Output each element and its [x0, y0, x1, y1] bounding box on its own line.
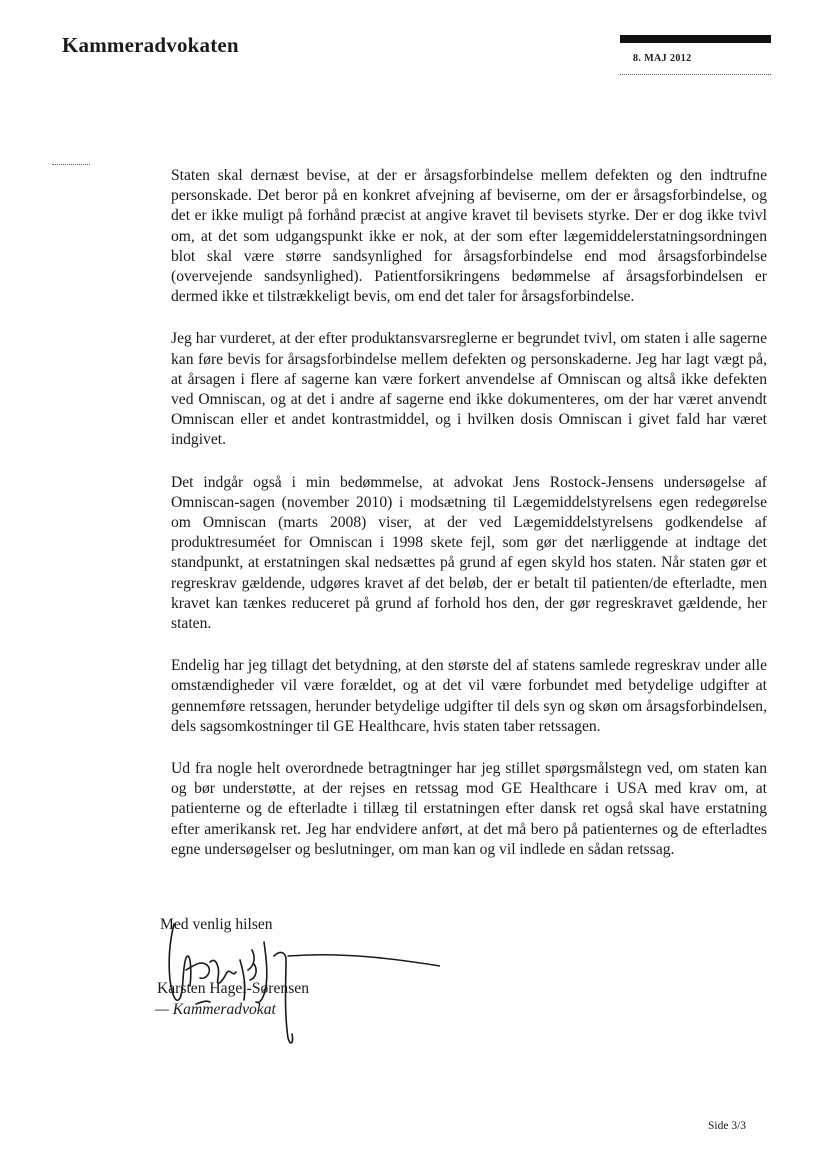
- header-divider: [620, 74, 771, 75]
- page-number: Side 3/3: [708, 1120, 747, 1132]
- signature-stroke: [248, 950, 256, 980]
- signer-name: Karsten Hagel-Sørensen: [157, 980, 309, 997]
- closing-greeting: Med venlig hilsen: [160, 916, 273, 933]
- paragraph: Jeg har vurderet, at der efter produktansvarsreglerne er begrundet tvivl, om staten i alle sagerne kan føre bevis for årsagsforbindelse mellem defekten og personskaderne. Jeg har lagt vægt på, at årsagen i flere af sagerne kan være forkert anvendelse af Omniscan og altså ikke defekten ved Omniscan, og at det i andre af sagerne end ikke dokumenteres, om der har været anvendt Omniscan eller et andet kontrastmiddel, og i hvilken dosis Omniscan i givet fald har været indgivet.: [171, 330, 767, 449]
- paragraph: Ud fra nogle helt overordnede betragtninger har jeg stillet spørgsmålstegn ved, om staten kan og bør understøtte, at der rejses en retssag mod GE Healthcare i USA med krav om, at patienterne og de efterladte i tillæg til erstatningen efter dansk ret også skal have erstatning efter amerikansk ret. Jeg har endvidere anført, at det må bero på patienternes og de efterladtes egne undersøgelser og beslutninger, om man kan og vil indlede en sådan retssag.: [171, 760, 767, 858]
- header-bar: [620, 35, 771, 43]
- paragraph: Endelig har jeg tillagt det betydning, at den største del af statens samlede regreskrav under alle omstændigheder vil være forældet, og at det vil være forbundet med betydelige udgifter at gennemføre retssagen, herunder betydelige udgifter til dels syn og skøn om årsagsforbindelsen, dels sagsomkostninger til GE Healthcare, hvis staten taber retssagen.: [171, 657, 767, 735]
- organization-name: Kammeradvokaten: [62, 33, 239, 57]
- signature-stroke: [186, 963, 209, 978]
- paragraph: Staten skal dernæst bevise, at der er årsagsforbindelse mellem defekten og den indtrufne personskade. Det beror på en konkret afvejning af beviserne, om der er årsagsforbindelse, og det er ikke muligt på forhånd præcist at angive kravet til bevisets styrke. Der er dog ikke tvivl om, at det som udgangspunkt ikke er nok, at der som efter lægemiddelerstatningsordningen blot skal være større sandsynlighed for årsagsforbindelse end mod årsagsforbindelse (overvejende sandsynlighed). Patientforsikringens bedømmelse af årsagsforbindelsen er dermed ikke et tilstrækkeligt bevis, om end det taler for årsagsforbindelse.: [171, 167, 767, 306]
- letter-body: [171, 166, 767, 882]
- paragraph: Det indgår også i min bedømmelse, at advokat Jens Rostock-Jensens undersøgelse af Omniscan-sagen (november 2010) i modsætning til Lægemiddelstyrelsens egen redegørelse om Omniscan (marts 2008) viser, at der ved Lægemiddelstyrelsens godkendelse af produktresuméet for Omniscan i 1998 skete fejl, som gør det nærliggende at indtage det standpunkt, at erstatningen skal nedsættes på grund af egen skyld hos staten. Når staten gør et regreskrav gældende, udgøres kravet af det beløb, der er betalt til patienten/de efterladte, men kravet kan tænkes reduceret på grund af forhold hos den, der gør regreskravet gældende, her staten.: [171, 473, 767, 633]
- margin-divider: [52, 164, 90, 165]
- signature-stroke: [288, 955, 440, 966]
- document-date: 8. MAJ 2012: [633, 53, 692, 64]
- signer-title: — Kammeradvokat: [155, 1001, 276, 1018]
